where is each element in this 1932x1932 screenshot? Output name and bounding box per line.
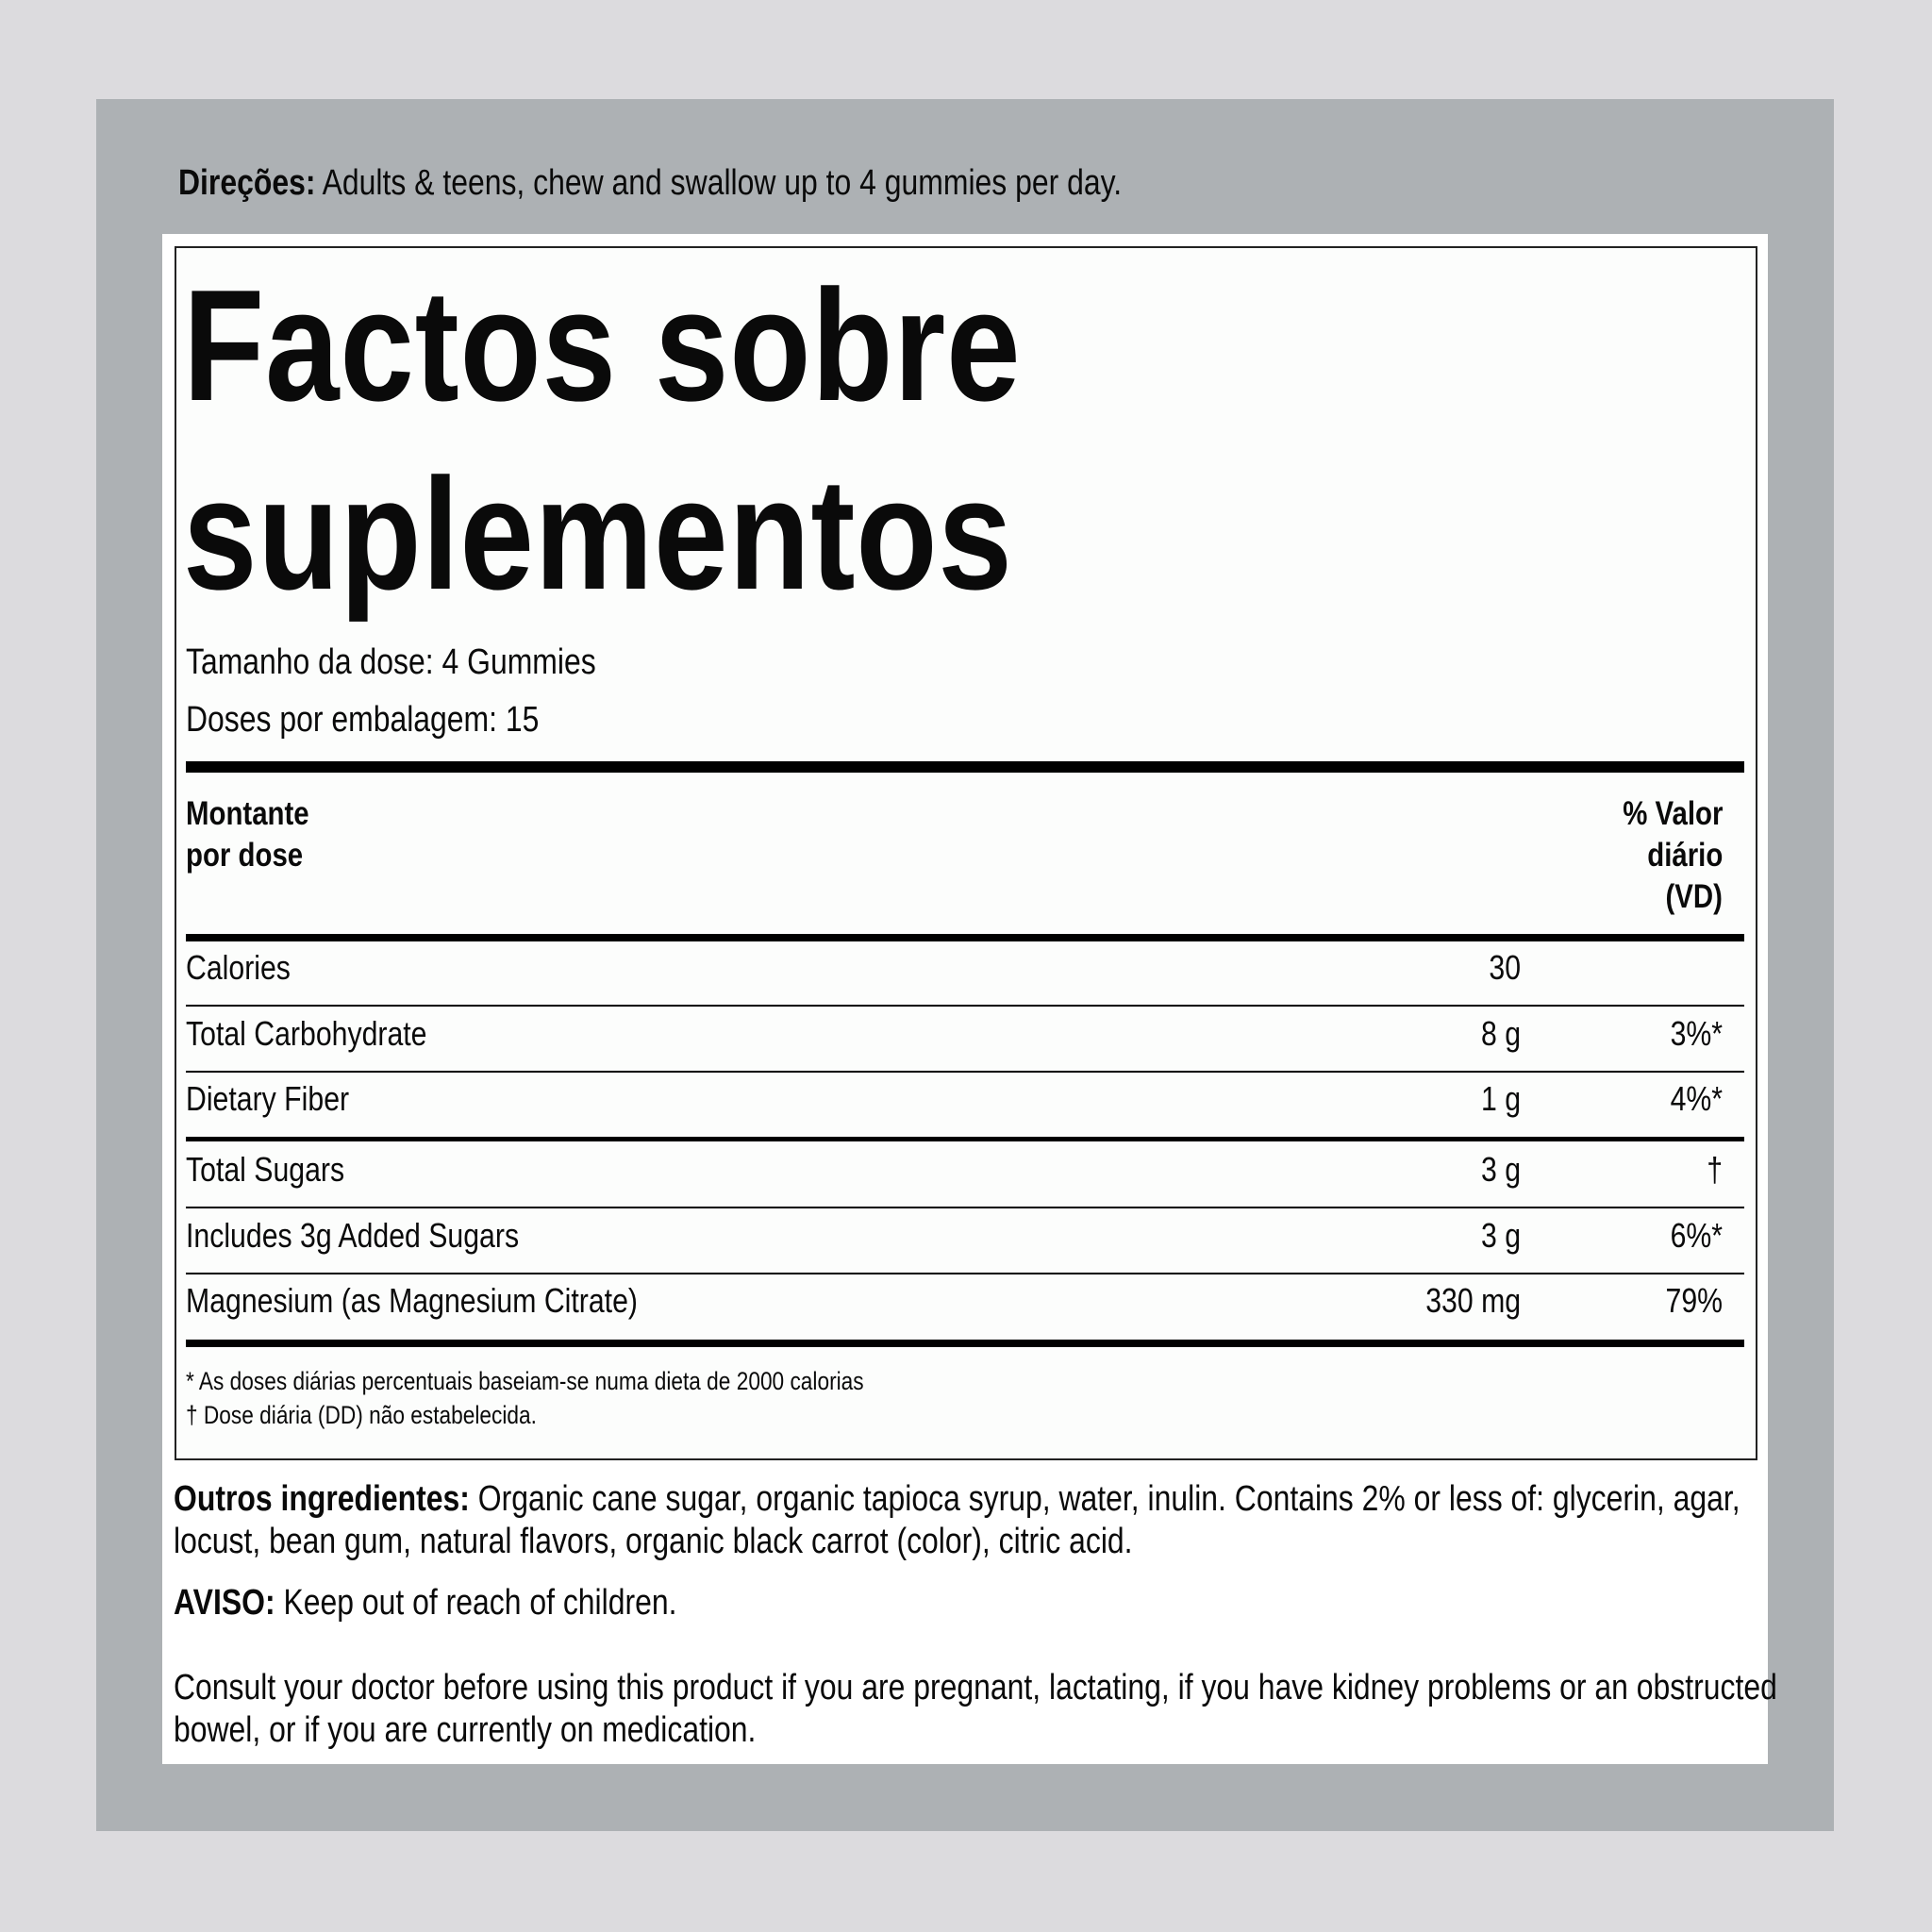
- nutrient-row: Includes 3g Added Sugars 3 g 6%*: [186, 1216, 1723, 1255]
- row-divider: [186, 1071, 1744, 1073]
- footnote-dagger: † Dose diária (DD) não estabelecida.: [186, 1401, 537, 1429]
- directions-text: Adults & teens, chew and swallow up to 4 gummies per day.: [322, 163, 1123, 203]
- directions: [178, 163, 1302, 204]
- dv-header: % Valor diário (VD): [1622, 795, 1723, 915]
- title-line2: suplementos: [183, 445, 1013, 623]
- row-divider-thick: [186, 1137, 1744, 1141]
- nutrient-row: Total Sugars 3 g †: [186, 1150, 1723, 1189]
- bottom-divider: [186, 1340, 1744, 1347]
- nutrient-row: Total Carbohydrate 8 g 3%*: [186, 1014, 1723, 1053]
- thick-divider: [186, 761, 1744, 773]
- nutrient-row-calories: Calories 30: [186, 948, 1521, 987]
- consult-note: Consult your doctor before using this product if you are pregnant, lactating, if you have kidney problems or an obstructed bowel, or if you are currently on medication.: [174, 1668, 1777, 1750]
- other-ingredients: Outros ingredientes: Organic cane sugar, organic tapioca syrup, water, inulin. Contains 2% or less of: glycerin, agar, locust, bean gum, natural flavors, organic black carrot (color), citric acid.: [174, 1479, 1740, 1561]
- serving-size: Tamanho da dose: 4 Gummies: [186, 642, 596, 682]
- directions-label: Direções:: [178, 163, 316, 203]
- servings-per-container: Doses por embalagem: 15: [186, 700, 540, 740]
- footnote-dv: * As doses diárias percentuais baseiam-se numa dieta de 2000 calorias: [186, 1367, 864, 1395]
- nutrient-row: Magnesium (as Magnesium Citrate) 330 mg 79%: [186, 1281, 1723, 1320]
- row-divider: [186, 1273, 1744, 1274]
- row-divider: [186, 1207, 1744, 1208]
- row-divider: [186, 1005, 1744, 1007]
- amount-header: Montante por dose: [186, 795, 309, 874]
- warning: AVISO: Keep out of reach of children.: [174, 1583, 677, 1623]
- title-line1: Factos sobre: [183, 257, 1022, 434]
- header-divider: [186, 934, 1744, 941]
- nutrient-row: Dietary Fiber 1 g 4%*: [186, 1079, 1723, 1118]
